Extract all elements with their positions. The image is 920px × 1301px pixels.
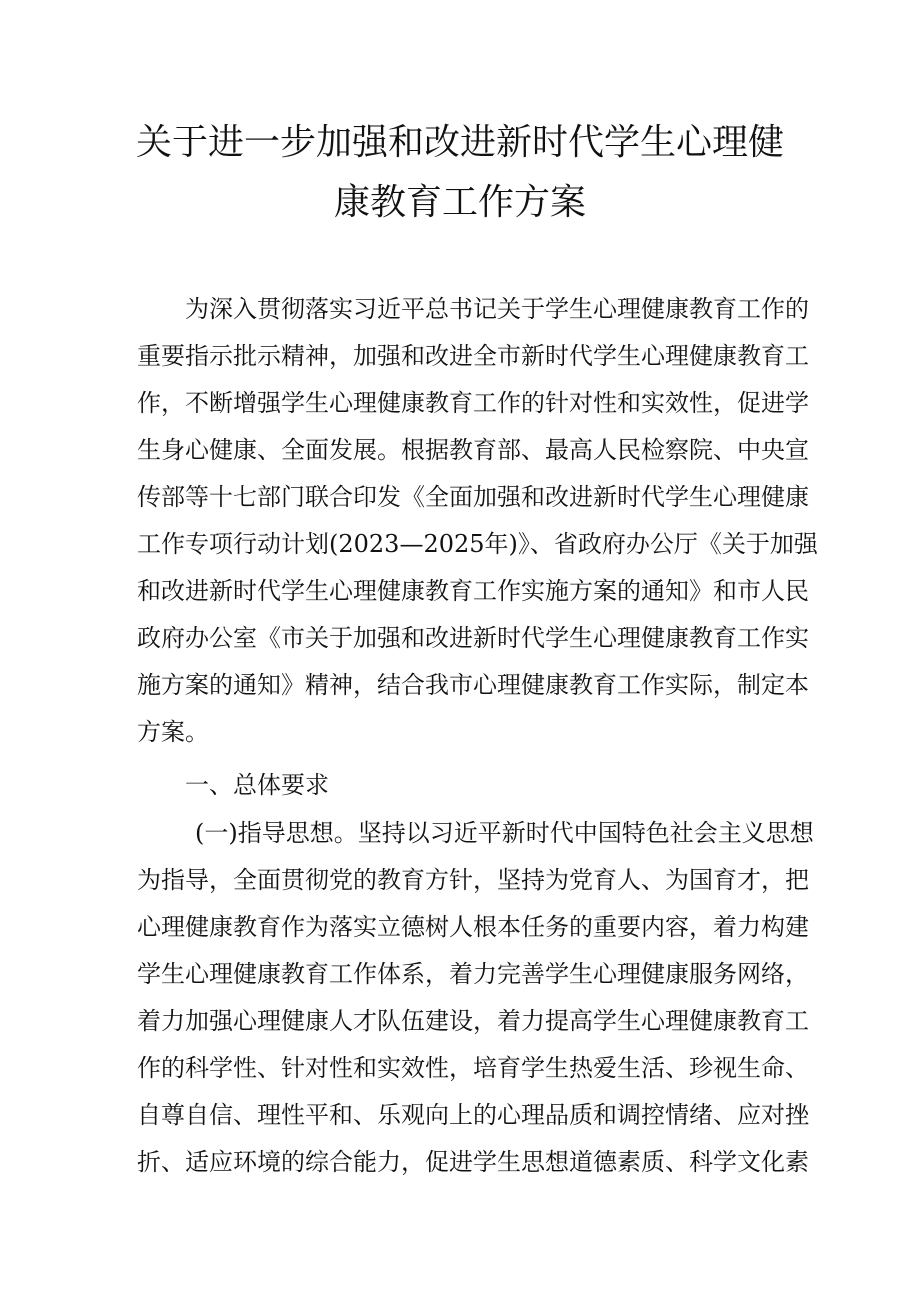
paragraph-line: 着力加强心理健康人才队伍建设，着力提高学生心理健康教育工 xyxy=(137,1007,809,1035)
paragraph-line: 和改进新时代学生心理健康教育工作实施方案的通知》和市人民 xyxy=(137,577,809,605)
paragraph-line: 自尊自信、理性平和、乐观向上的心理品质和调控情绪、应对挫 xyxy=(137,1101,809,1129)
paragraph-line: 为指导，全面贯彻党的教育方针，坚持为党育人、为国育才，把 xyxy=(137,866,809,894)
paragraph-line: 折、适应环境的综合能力，促进学生思想道德素质、科学文化素 xyxy=(137,1148,809,1176)
document-title-line-1: 关于进一步加强和改进新时代学生心理健 xyxy=(135,122,784,163)
paragraph-line: 政府办公室《市关于加强和改进新时代学生心理健康教育工作实 xyxy=(137,624,809,652)
document-title-line-2: 康教育工作方案 xyxy=(333,182,586,223)
paragraph-line: 工作专项行动计划(2023—2025年)》、省政府办公厅《关于加强 xyxy=(137,530,818,558)
paragraph-line: 方案。 xyxy=(137,718,209,746)
paragraph-line: 学生心理健康教育工作体系，着力完善学生心理健康服务网络， xyxy=(137,960,809,988)
paragraph-line: 生身心健康、全面发展。根据教育部、最高人民检察院、中央宣 xyxy=(137,436,809,464)
paragraph-line: 作，不断增强学生心理健康教育工作的针对性和实效性，促进学 xyxy=(137,389,809,417)
paragraph-line: 重要指示批示精神，加强和改进全市新时代学生心理健康教育工 xyxy=(137,342,809,370)
paragraph-line: 心理健康教育作为落实立德树人根本任务的重要内容，着力构建 xyxy=(137,913,809,941)
paragraph-line: 施方案的通知》精神，结合我市心理健康教育工作实际，制定本 xyxy=(137,671,809,699)
paragraph-line: 作的科学性、针对性和实效性，培育学生热爱生活、珍视生命、 xyxy=(137,1054,809,1082)
section-heading: 一、总体要求 xyxy=(185,771,329,799)
paragraph-line: (一)指导思想。坚持以习近平新时代中国特色社会主义思想 xyxy=(195,819,814,847)
paragraph-line: 传部等十七部门联合印发《全面加强和改进新时代学生心理健康 xyxy=(137,483,809,511)
paragraph-line: 为深入贯彻落实习近平总书记关于学生心理健康教育工作的 xyxy=(185,295,809,323)
